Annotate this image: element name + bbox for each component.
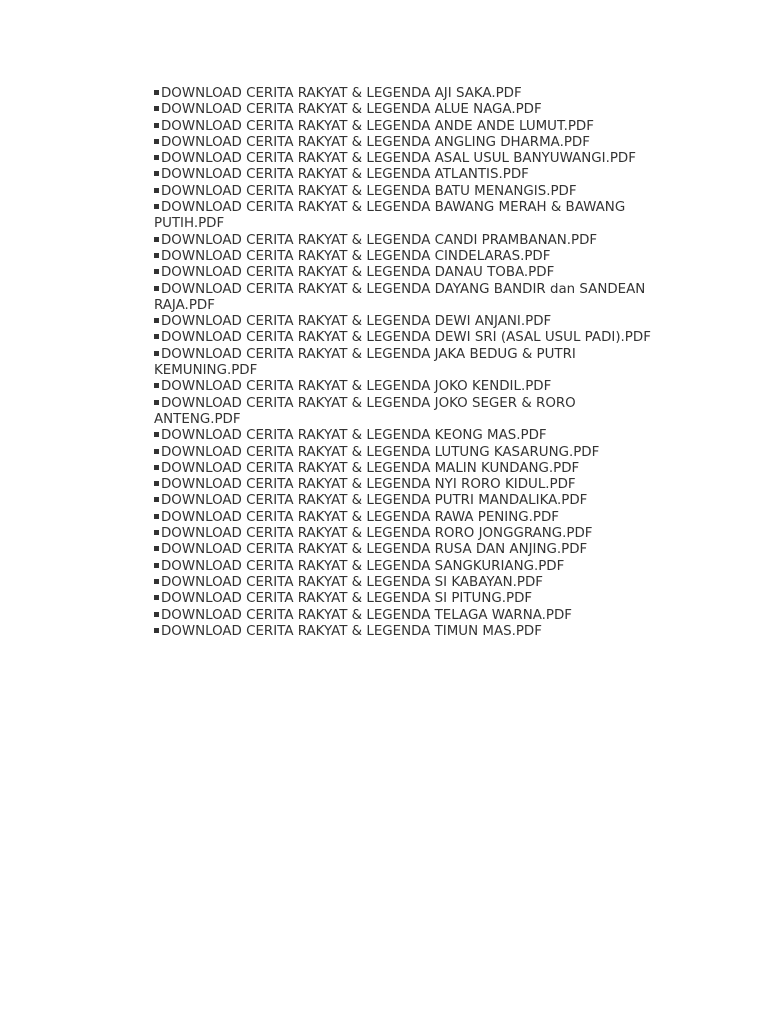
list-item[interactable]: [154, 379, 654, 395]
list-item[interactable]: [154, 575, 654, 591]
list-item[interactable]: [154, 526, 654, 542]
list-item-text: DOWNLOAD CERITA RAKYAT & LEGENDA NYI RORO KIDUL.PDF: [161, 477, 576, 493]
list-item[interactable]: [154, 86, 654, 102]
square-bullet-icon: [154, 612, 159, 617]
list-item[interactable]: [154, 233, 654, 249]
list-item-text: DOWNLOAD CERITA RAKYAT & LEGENDA DEWI ANJANI.PDF: [161, 314, 552, 330]
square-bullet-icon: [154, 155, 159, 160]
square-bullet-icon: [154, 497, 159, 502]
list-item-text: DOWNLOAD CERITA RAKYAT & LEGENDA CINDELARAS.PDF: [161, 248, 551, 264]
list-item[interactable]: [154, 428, 654, 444]
list-item-text: DOWNLOAD CERITA RAKYAT & LEGENDA KEONG MAS.PDF: [161, 428, 547, 444]
list-item-text: DOWNLOAD CERITA RAKYAT & LEGENDA LUTUNG KASARUNG.PDF: [161, 444, 600, 460]
list-item[interactable]: [154, 184, 654, 200]
list-item[interactable]: [154, 102, 654, 118]
square-bullet-icon: [154, 237, 159, 242]
list-item-text: DOWNLOAD CERITA RAKYAT & LEGENDA SI PITUNG.PDF: [161, 591, 533, 607]
list-item-text: DOWNLOAD CERITA RAKYAT & LEGENDA ANDE ANDE LUMUT.PDF: [161, 118, 594, 134]
list-item[interactable]: [154, 542, 654, 558]
square-bullet-icon: [154, 628, 159, 633]
square-bullet-icon: [154, 481, 159, 486]
list-item[interactable]: [154, 559, 654, 575]
list-item-text: DOWNLOAD CERITA RAKYAT & LEGENDA SANGKURIANG.PDF: [161, 558, 565, 574]
list-item-text: DOWNLOAD CERITA RAKYAT & LEGENDA TIMUN MAS.PDF: [161, 623, 542, 639]
list-item-text: DOWNLOAD CERITA RAKYAT & LEGENDA PUTRI MANDALIKA.PDF: [161, 493, 588, 509]
list-item-text: DOWNLOAD CERITA RAKYAT & LEGENDA ASAL USUL BANYUWANGI.PDF: [161, 151, 636, 167]
list-item[interactable]: [154, 347, 654, 380]
list-item-text: DOWNLOAD CERITA RAKYAT & LEGENDA JAKA BEDUG & PUTRI KEMUNING.PDF: [154, 346, 576, 379]
square-bullet-icon: [154, 351, 159, 356]
square-bullet-icon: [154, 269, 159, 274]
list-item[interactable]: [154, 151, 654, 167]
square-bullet-icon: [154, 286, 159, 291]
square-bullet-icon: [154, 253, 159, 258]
list-item[interactable]: [154, 200, 654, 233]
list-item[interactable]: [154, 493, 654, 509]
square-bullet-icon: [154, 465, 159, 470]
list-item[interactable]: [154, 265, 654, 281]
list-item[interactable]: [154, 608, 654, 624]
list-item[interactable]: [154, 624, 654, 640]
list-item[interactable]: [154, 119, 654, 135]
square-bullet-icon: [154, 334, 159, 339]
square-bullet-icon: [154, 171, 159, 176]
list-item[interactable]: [154, 167, 654, 183]
square-bullet-icon: [154, 383, 159, 388]
list-item-text: DOWNLOAD CERITA RAKYAT & LEGENDA BAWANG MERAH & BAWANG PUTIH.PDF: [154, 200, 626, 232]
list-item-text: DOWNLOAD CERITA RAKYAT & LEGENDA ALUE NAGA.PDF: [161, 102, 542, 118]
list-item-text: DOWNLOAD CERITA RAKYAT & LEGENDA DEWI SRI (ASAL USUL PADI).PDF: [161, 330, 651, 346]
list-item-text: DOWNLOAD CERITA RAKYAT & LEGENDA ANGLING DHARMA.PDF: [161, 134, 590, 150]
square-bullet-icon: [154, 514, 159, 519]
list-item-text: DOWNLOAD CERITA RAKYAT & LEGENDA DAYANG BANDIR dan SANDEAN RAJA.PDF: [154, 281, 646, 313]
list-item-text: DOWNLOAD CERITA RAKYAT & LEGENDA SI KABAYAN.PDF: [161, 574, 544, 590]
list-item-text: DOWNLOAD CERITA RAKYAT & LEGENDA ATLANTIS.PDF: [161, 167, 529, 183]
square-bullet-icon: [154, 123, 159, 128]
square-bullet-icon: [154, 139, 159, 144]
square-bullet-icon: [154, 106, 159, 111]
list-item[interactable]: [154, 591, 654, 607]
list-item[interactable]: [154, 445, 654, 461]
list-item[interactable]: [154, 461, 654, 477]
list-item-text: DOWNLOAD CERITA RAKYAT & LEGENDA TELAGA WARNA.PDF: [161, 607, 573, 623]
square-bullet-icon: [154, 579, 159, 584]
list-item[interactable]: [154, 249, 654, 265]
square-bullet-icon: [154, 90, 159, 95]
square-bullet-icon: [154, 530, 159, 535]
list-item-text: DOWNLOAD CERITA RAKYAT & LEGENDA MALIN KUNDANG.PDF: [161, 460, 580, 476]
list-item-text: DOWNLOAD CERITA RAKYAT & LEGENDA CANDI PRAMBANAN.PDF: [161, 232, 598, 248]
list-item[interactable]: [154, 477, 654, 493]
list-item-text: DOWNLOAD CERITA RAKYAT & LEGENDA RORO JONGGRANG.PDF: [161, 526, 593, 542]
list-item[interactable]: [154, 510, 654, 526]
list-item[interactable]: [154, 330, 654, 346]
pdf-download-list: [154, 86, 654, 640]
document-page: [154, 86, 654, 640]
list-item[interactable]: [154, 135, 654, 151]
square-bullet-icon: [154, 188, 159, 193]
square-bullet-icon: [154, 432, 159, 437]
square-bullet-icon: [154, 449, 159, 454]
square-bullet-icon: [154, 204, 159, 209]
list-item-text: DOWNLOAD CERITA RAKYAT & LEGENDA RUSA DAN ANJING.PDF: [161, 542, 588, 558]
square-bullet-icon: [154, 563, 159, 568]
square-bullet-icon: [154, 546, 159, 551]
square-bullet-icon: [154, 318, 159, 323]
list-item-text: DOWNLOAD CERITA RAKYAT & LEGENDA JOKO SEGER & RORO ANTENG.PDF: [154, 395, 576, 427]
list-item[interactable]: [154, 314, 654, 330]
list-item-text: DOWNLOAD CERITA RAKYAT & LEGENDA RAWA PENING.PDF: [161, 509, 559, 525]
list-item[interactable]: [154, 396, 654, 429]
square-bullet-icon: [154, 400, 159, 405]
list-item-text: DOWNLOAD CERITA RAKYAT & LEGENDA JOKO KENDIL.PDF: [161, 379, 552, 395]
list-item-text: DOWNLOAD CERITA RAKYAT & LEGENDA BATU MENANGIS.PDF: [161, 183, 577, 199]
square-bullet-icon: [154, 595, 159, 600]
list-item[interactable]: [154, 282, 654, 315]
list-item-text: DOWNLOAD CERITA RAKYAT & LEGENDA DANAU TOBA.PDF: [161, 265, 555, 281]
list-item-text: DOWNLOAD CERITA RAKYAT & LEGENDA AJI SAKA.PDF: [161, 86, 522, 101]
